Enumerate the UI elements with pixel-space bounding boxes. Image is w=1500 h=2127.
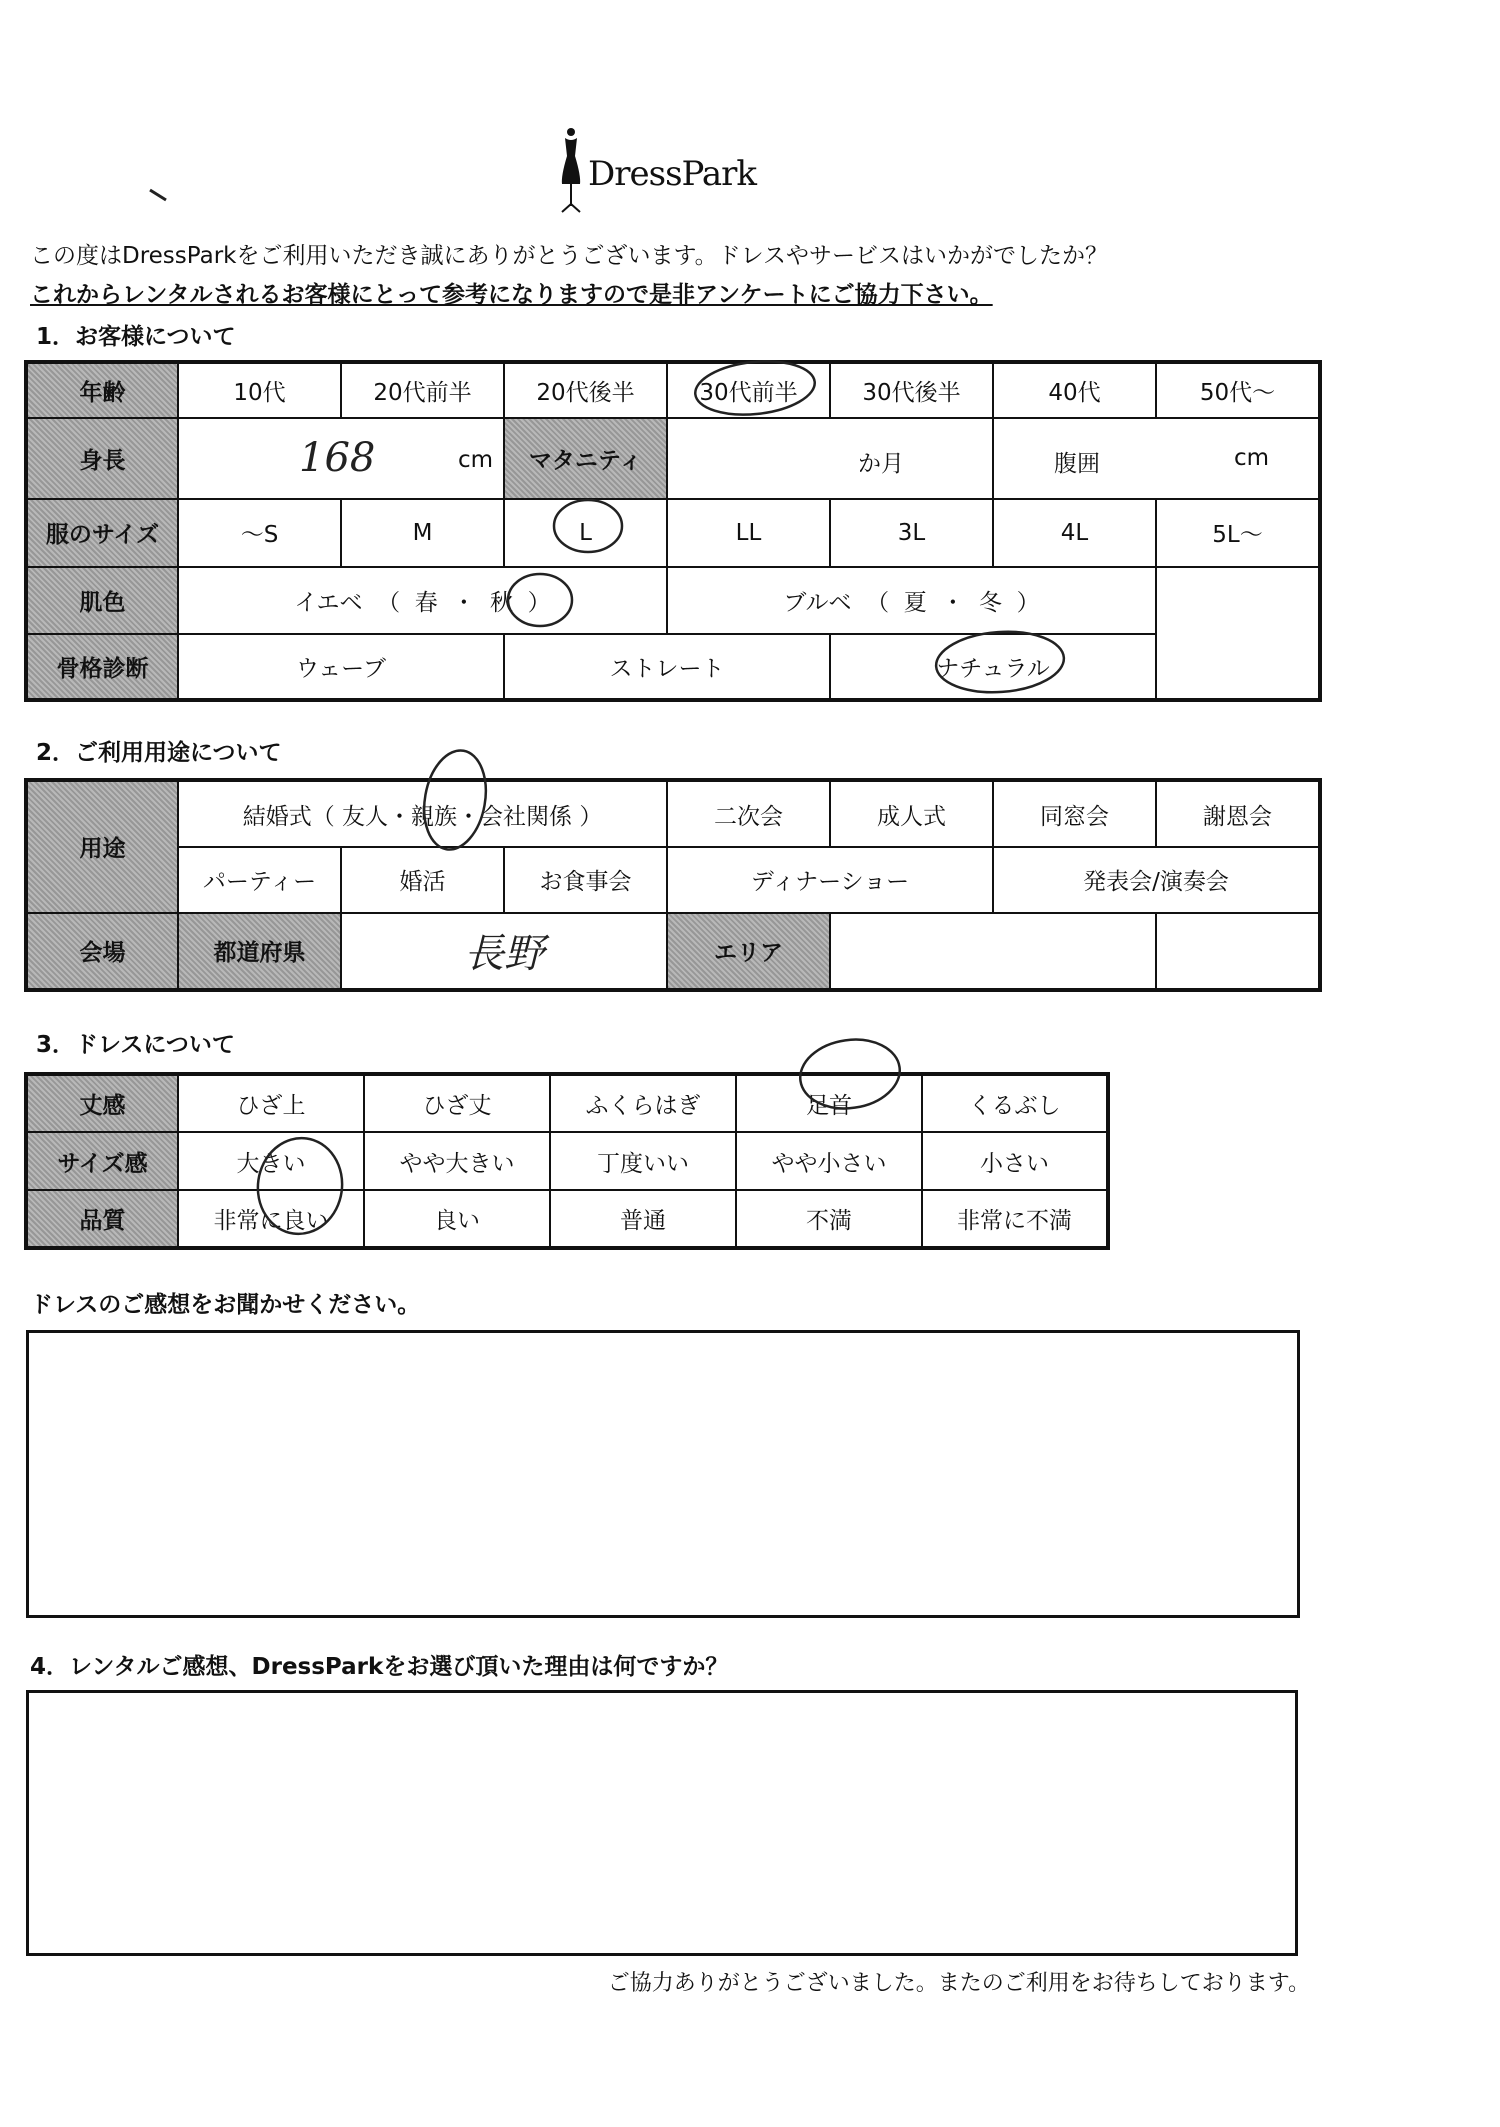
dresspark-logo — [556, 126, 796, 216]
age-row — [26, 362, 1320, 418]
fit-label: サイズ感 — [26, 1132, 178, 1190]
maternity-months-unit: か月 — [858, 451, 904, 478]
length-option[interactable]: ひざ上 — [178, 1074, 364, 1132]
size-option[interactable]: ～S — [178, 499, 341, 567]
fit-row — [26, 1132, 1108, 1190]
size-option[interactable]: M — [341, 499, 504, 567]
purpose-option[interactable]: 同窓会 — [993, 780, 1156, 847]
skin-blue-option[interactable] — [667, 567, 1156, 633]
empty-cell — [1156, 913, 1320, 990]
quality-option[interactable]: 非常に良い — [178, 1190, 364, 1248]
paren-close: ） — [1016, 589, 1040, 616]
stray-mark — [150, 190, 166, 200]
length-option[interactable]: ふくらはぎ — [550, 1074, 736, 1132]
skin-yellow-name: イエベ — [294, 589, 363, 616]
age-option[interactable]: 40代 — [993, 362, 1156, 418]
maternity-label: マタニティ — [504, 418, 667, 498]
separator-dot: ・ — [452, 589, 476, 616]
wedding-option[interactable] — [178, 780, 667, 847]
section2-title: 2．ご利用用途について — [36, 740, 282, 766]
dress-comment-textarea[interactable] — [26, 1330, 1300, 1618]
purpose-row-2 — [26, 847, 1320, 912]
quality-option[interactable]: 非常に不満 — [922, 1190, 1108, 1248]
age-option[interactable]: 30代後半 — [830, 362, 993, 418]
paren-open: （ — [866, 589, 890, 616]
empty-cell — [1156, 634, 1320, 700]
height-unit: cm — [457, 447, 493, 474]
length-row — [26, 1074, 1108, 1132]
dress-table — [24, 1072, 1110, 1250]
dress-form-icon — [556, 126, 586, 216]
frame-option[interactable]: ストレート — [504, 634, 830, 700]
paren-close: ） — [579, 803, 603, 830]
separator-dot: ・ — [941, 589, 965, 616]
frame-row — [26, 634, 1320, 700]
size-option[interactable]: LL — [667, 499, 830, 567]
section3-title: 3．ドレスについて — [36, 1032, 235, 1058]
size-row — [26, 499, 1320, 567]
rental-reason-textarea[interactable] — [26, 1690, 1298, 1956]
quality-label: 品質 — [26, 1190, 178, 1248]
wedding-friend[interactable]: 友人・ — [342, 803, 412, 830]
usage-table — [24, 778, 1322, 992]
prefecture-label: 都道府県 — [178, 913, 341, 990]
waist-label: 腹囲 — [1054, 451, 1100, 478]
quality-row — [26, 1190, 1108, 1248]
purpose-label: 用途 — [26, 780, 178, 913]
age-option[interactable]: 20代後半 — [504, 362, 667, 418]
wedding-label: 結婚式（ — [242, 803, 335, 830]
size-option[interactable]: 4L — [993, 499, 1156, 567]
closing-message: ご協力ありがとうございました。またのご利用をお待ちしております。 — [607, 1971, 1310, 1996]
purpose-option[interactable]: 発表会/演奏会 — [993, 847, 1320, 912]
purpose-row-1 — [26, 780, 1320, 847]
height-field[interactable] — [178, 418, 504, 498]
age-label: 年齢 — [26, 362, 178, 418]
size-label: 服のサイズ — [26, 499, 178, 567]
dress-comment-label: ドレスのご感想をお聞かせください。 — [30, 1292, 421, 1318]
fit-option[interactable]: 大きい — [178, 1132, 364, 1190]
purpose-option[interactable]: 婚活 — [341, 847, 504, 912]
skin-yellow-spring[interactable]: 春 — [414, 589, 438, 616]
purpose-option[interactable]: 二次会 — [667, 780, 830, 847]
height-label: 身長 — [26, 418, 178, 498]
purpose-option[interactable]: パーティー — [178, 847, 341, 912]
size-option[interactable]: L — [504, 499, 667, 567]
paren-open: （ — [377, 589, 401, 616]
paren-close: ） — [527, 589, 551, 616]
height-value: 168 — [299, 435, 376, 482]
quality-option[interactable]: 良い — [364, 1190, 550, 1248]
quality-option[interactable]: 普通 — [550, 1190, 736, 1248]
fit-option[interactable]: やや小さい — [736, 1132, 922, 1190]
fit-option[interactable]: 小さい — [922, 1132, 1108, 1190]
skin-blue-summer[interactable]: 夏 — [903, 589, 927, 616]
section4-title: 4．レンタルご感想、DressParkをお選び頂いた理由は何ですか？ — [30, 1654, 729, 1680]
length-option[interactable]: くるぶし — [922, 1074, 1108, 1132]
skin-row — [26, 567, 1320, 633]
area-field[interactable] — [830, 913, 1156, 990]
prefecture-value: 長野 — [464, 931, 545, 978]
purpose-option[interactable]: 謝恩会 — [1156, 780, 1320, 847]
skin-blue-winter[interactable]: 冬 — [978, 589, 1002, 616]
purpose-option[interactable]: ディナーショー — [667, 847, 993, 912]
venue-row — [26, 913, 1320, 990]
skin-blue-name: ブルベ — [783, 589, 852, 616]
skin-label: 肌色 — [26, 567, 178, 633]
wedding-company[interactable]: ・会社関係 — [457, 803, 573, 830]
skin-yellow-option[interactable] — [178, 567, 667, 633]
area-label: エリア — [667, 913, 830, 990]
age-option[interactable]: 20代前半 — [341, 362, 504, 418]
skin-yellow-autumn[interactable]: 秋 — [489, 589, 513, 616]
wedding-relative[interactable]: 親族 — [411, 803, 458, 830]
length-label: 丈感 — [26, 1074, 178, 1132]
frame-label: 骨格診断 — [26, 634, 178, 700]
section1-title: 1．お客様について — [36, 324, 236, 350]
length-option[interactable]: ひざ丈 — [364, 1074, 550, 1132]
age-option[interactable]: 30代前半 — [667, 362, 830, 418]
frame-option[interactable]: ナチュラル — [830, 634, 1156, 700]
maternity-months-field[interactable] — [667, 418, 993, 498]
frame-option[interactable]: ウェーブ — [178, 634, 504, 700]
fit-option[interactable]: やや大きい — [364, 1132, 550, 1190]
waist-unit: cm — [1234, 445, 1270, 472]
customer-info-table — [24, 360, 1322, 702]
waist-field[interactable] — [993, 418, 1320, 498]
venue-label: 会場 — [26, 913, 178, 990]
brand-name: DressPark — [588, 154, 757, 194]
age-option[interactable]: 50代～ — [1156, 362, 1320, 418]
empty-cell — [1156, 567, 1320, 633]
intro-text: この度はDressParkをご利用いただき誠にありがとうございます。ドレスやサービスはいかがでしたか？ — [30, 243, 1108, 269]
age-option[interactable]: 10代 — [178, 362, 341, 418]
quality-option[interactable]: 不満 — [736, 1190, 922, 1248]
fit-option[interactable]: 丁度いい — [550, 1132, 736, 1190]
intro-request: これからレンタルされるお客様にとって参考になりますので是非アンケートにご協力下さい。 — [30, 282, 993, 308]
prefecture-field[interactable] — [341, 913, 667, 990]
size-option[interactable]: 3L — [830, 499, 993, 567]
height-row — [26, 418, 1320, 498]
length-option[interactable]: 足首 — [736, 1074, 922, 1132]
size-option[interactable]: 5L～ — [1156, 499, 1320, 567]
purpose-option[interactable]: お食事会 — [504, 847, 667, 912]
purpose-option[interactable]: 成人式 — [830, 780, 993, 847]
